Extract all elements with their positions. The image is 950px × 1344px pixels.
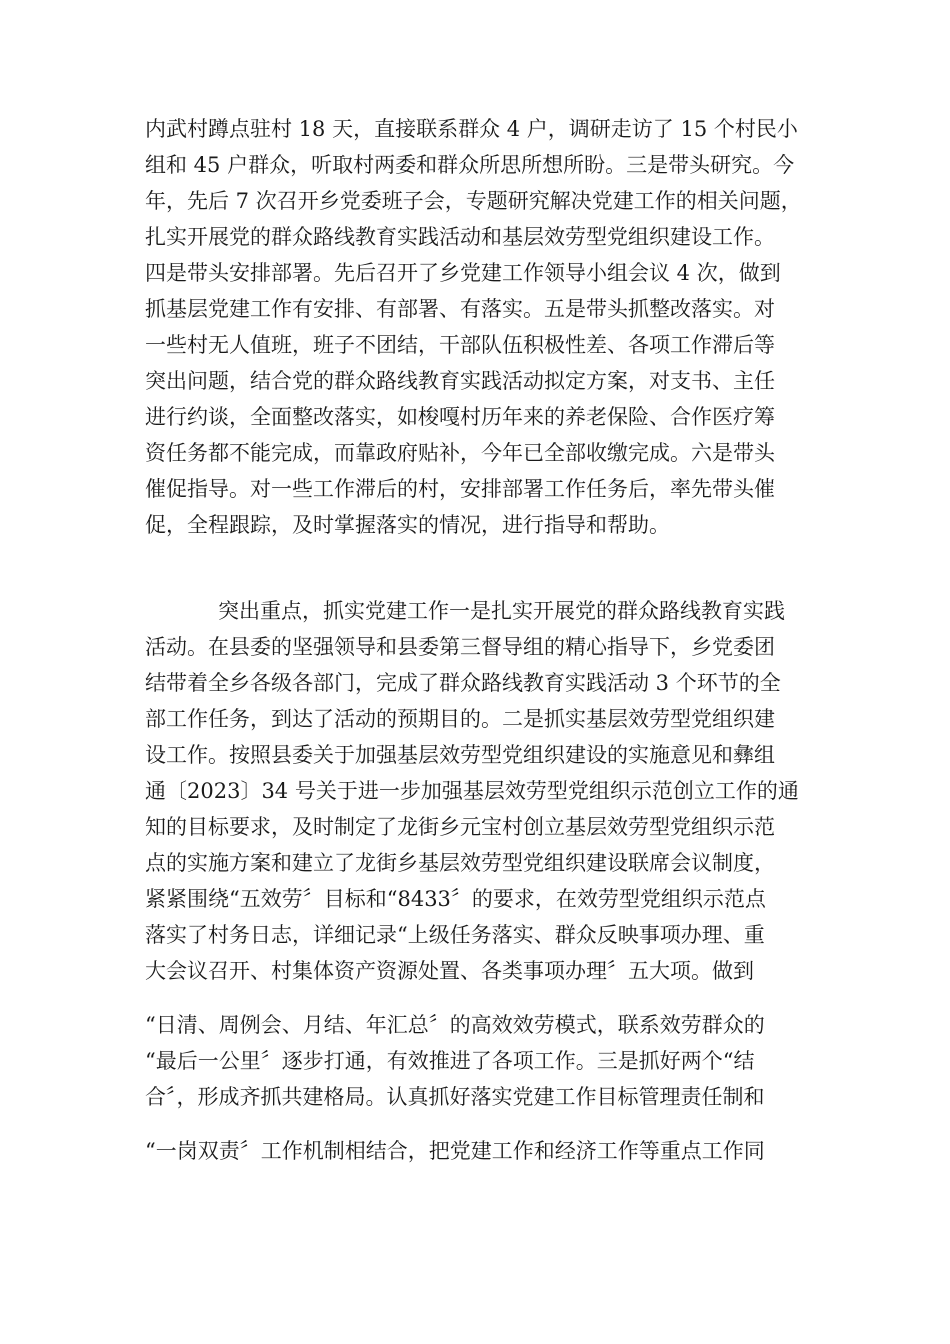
text-line: 四是带头安排部署。先后召开了乡党建工作领导小组会议 4 次，做到	[145, 261, 781, 285]
text-line: 知的目标要求，及时制定了龙街乡元宝村创立基层效劳型党组织示范	[145, 815, 775, 839]
text-line: 突出重点，抓实党建工作一是扎实开展党的群众路线教育实践	[218, 599, 785, 623]
text-line: 促，全程跟踪，及时掌握落实的情况，进行指导和帮助。	[145, 513, 670, 537]
text-line: 一些村无人值班，班子不团结，干部队伍积极性差、各项工作滞后等	[145, 333, 775, 357]
text-line: 部工作任务，到达了活动的预期目的。二是抓实基层效劳型党组织建	[145, 707, 775, 731]
text-line: “最后一公里〞逐步打通，有效推进了各项工作。三是抓好两个“结	[145, 1049, 755, 1073]
text-line: 突出问题，结合党的群众路线教育实践活动拟定方案，对支书、主任	[145, 369, 775, 393]
text-line: 资任务都不能完成，而靠政府贴补，今年已全部收缴完成。六是带头	[145, 441, 775, 465]
text-line: 进行约谈，全面整改落实，如梭嘎村历年来的养老保险、合作医疗筹	[145, 405, 775, 429]
text-line: 大会议召开、村集体资产资源处置、各类事项办理〞五大项。做到	[145, 959, 754, 983]
text-line: 通〔2023〕34 号关于进一步加强基层效劳型党组织示范创立工作的通	[145, 779, 799, 803]
text-line: 年，先后 7 次召开乡党委班子会，专题研究解决党建工作的相关问题，	[145, 189, 802, 213]
text-line: “一岗双责〞工作机制相结合，把党建工作和经济工作等重点工作同	[145, 1139, 765, 1163]
text-line: “日清、周例会、月结、年汇总〞的高效效劳模式，联系效劳群众的	[145, 1013, 765, 1037]
text-line: 设工作。按照县委关于加强基层效劳型党组织建设的实施意见和彝组	[145, 743, 775, 767]
text-line: 落实了村务日志，详细记录“上级任务落实、群众反映事项办理、重	[145, 923, 765, 947]
text-line: 合〞，形成齐抓共建格局。认真抓好落实党建工作目标管理责任制和	[145, 1085, 765, 1109]
text-line: 活动。在县委的坚强领导和县委第三督导组的精心指导下，乡党委团	[145, 635, 775, 659]
text-line: 结带着全乡各级各部门，完成了群众路线教育实践活动 3 个环节的全	[145, 671, 781, 695]
text-line: 紧紧围绕“五效劳〞目标和“8433〞的要求，在效劳型党组织示范点	[145, 887, 766, 911]
text-line: 内武村蹲点驻村 18 天，直接联系群众 4 户，调研走访了 15 个村民小	[145, 117, 798, 141]
text-line: 组和 45 户群众，听取村两委和群众所思所想所盼。三是带头研究。今	[145, 153, 795, 177]
text-line: 抓基层党建工作有安排、有部署、有落实。五是带头抓整改落实。对	[145, 297, 775, 321]
text-line: 点的实施方案和建立了龙街乡基层效劳型党组织建设联席会议制度，	[145, 851, 775, 875]
text-line: 催促指导。对一些工作滞后的村，安排部署工作任务后，率先带头催	[145, 477, 775, 501]
text-line: 扎实开展党的群众路线教育实践活动和基层效劳型党组织建设工作。	[145, 225, 775, 249]
